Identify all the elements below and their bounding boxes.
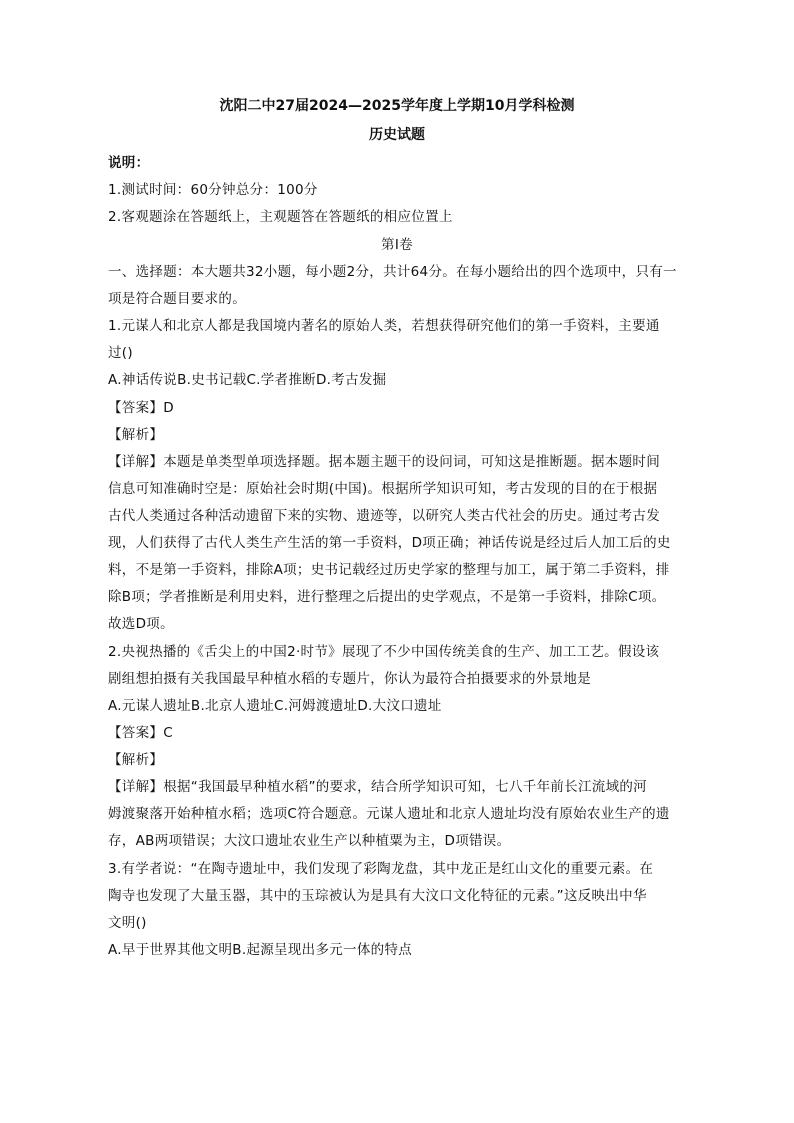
note-item: 2.客观题涂在答题纸上，主观题答在答题纸的相应位置上 [108, 209, 453, 225]
analysis-label: 【解析】 [108, 752, 164, 768]
detail-line: 料，不是第一手资料，排除A项；史书记载经过历史学家的整理与加工，属于第二手资料，排 [108, 562, 670, 578]
answer-line: 【答案】C [108, 725, 173, 741]
question-stem: 陶寺也发现了大量玉器，其中的玉琮被认为是具有大汶口文化特征的元素。”这反映出中华 [108, 888, 647, 904]
section-instructions: 项是符合题目要求的。 [108, 291, 246, 307]
detail-line: 故选D项。 [108, 616, 174, 632]
question-stem: 2.央视热播的《舌尖上的中国2·时节》展现了不少中国传统美食的生产、加工工艺。假设该 [108, 644, 660, 660]
detail-line: 【详解】根据“我国最早种植水稻”的要求，结合所学知识可知，七八千年前长江流域的河 [108, 779, 647, 795]
note-item: 1.测试时间：60分钟总分：100分 [108, 182, 318, 198]
question-stem: 3.有学者说：“在陶寺遗址中，我们发现了彩陶龙盘，其中龙正是红山文化的重要元素。在 [108, 861, 654, 877]
detail-line: 【详解】本题是单类型单项选择题。据本题主题干的设问词，可知这是推断题。据本题时间 [108, 454, 660, 470]
question-options: A.早于世界其他文明B.起源呈现出多元一体的特点 [108, 942, 413, 958]
detail-line: 现，人们获得了古代人类生产生活的第一手资料，D项正确；神话传说是经过后人加工后的史 [108, 535, 671, 551]
detail-line: 存，AB两项错误；大汶口遗址农业生产以种植粟为主，D项错误。 [108, 833, 511, 849]
section-instructions: 一、选择题：本大题共32小题，每小题2分，共计64分。在每小题给出的四个选项中，只有一 [108, 264, 677, 280]
question-stem: 剧组想拍摄有关我国最早种植水稻的专题片，你认为最符合拍摄要求的外景地是 [108, 671, 591, 687]
volume-heading: 第Ⅰ卷 [381, 237, 413, 253]
question-stem: 1.元谋人和北京人都是我国境内著名的原始人类，若想获得研究他们的第一手资料，主要通 [108, 318, 660, 334]
question-options: A.神话传说B.史书记载C.学者推断D.考古发掘 [108, 372, 387, 388]
detail-line: 信息可知准确时空是：原始社会时期(中国)。根据所学知识可知，考古发现的目的在于根据 [108, 481, 658, 497]
detail-line: 古代人类通过各种活动遗留下来的实物、遗迹等，以研究人类古代社会的历史。通过考古发 [108, 508, 660, 524]
notes-heading: 说明： [108, 155, 150, 171]
question-stem: 文明() [108, 915, 147, 931]
detail-line: 姆渡聚落开始种植水稻；选项C符合题意。元谋人遗址和北京人遗址均没有原始农业生产的遗 [108, 806, 670, 822]
answer-line: 【答案】D [108, 400, 174, 416]
analysis-label: 【解析】 [108, 427, 164, 443]
detail-line: 除B项；学者推断是利用史料，进行整理之后提出的史学观点，不是第一手资料，排除C项。 [108, 589, 666, 605]
exam-subtitle: 历史试题 [369, 127, 425, 143]
question-options: A.元谋人遗址B.北京人遗址C.河姆渡遗址D.大汶口遗址 [108, 698, 442, 714]
question-stem: 过() [108, 345, 133, 361]
exam-title: 沈阳二中27届2024—2025学年度上学期10月学科检测 [219, 98, 575, 114]
